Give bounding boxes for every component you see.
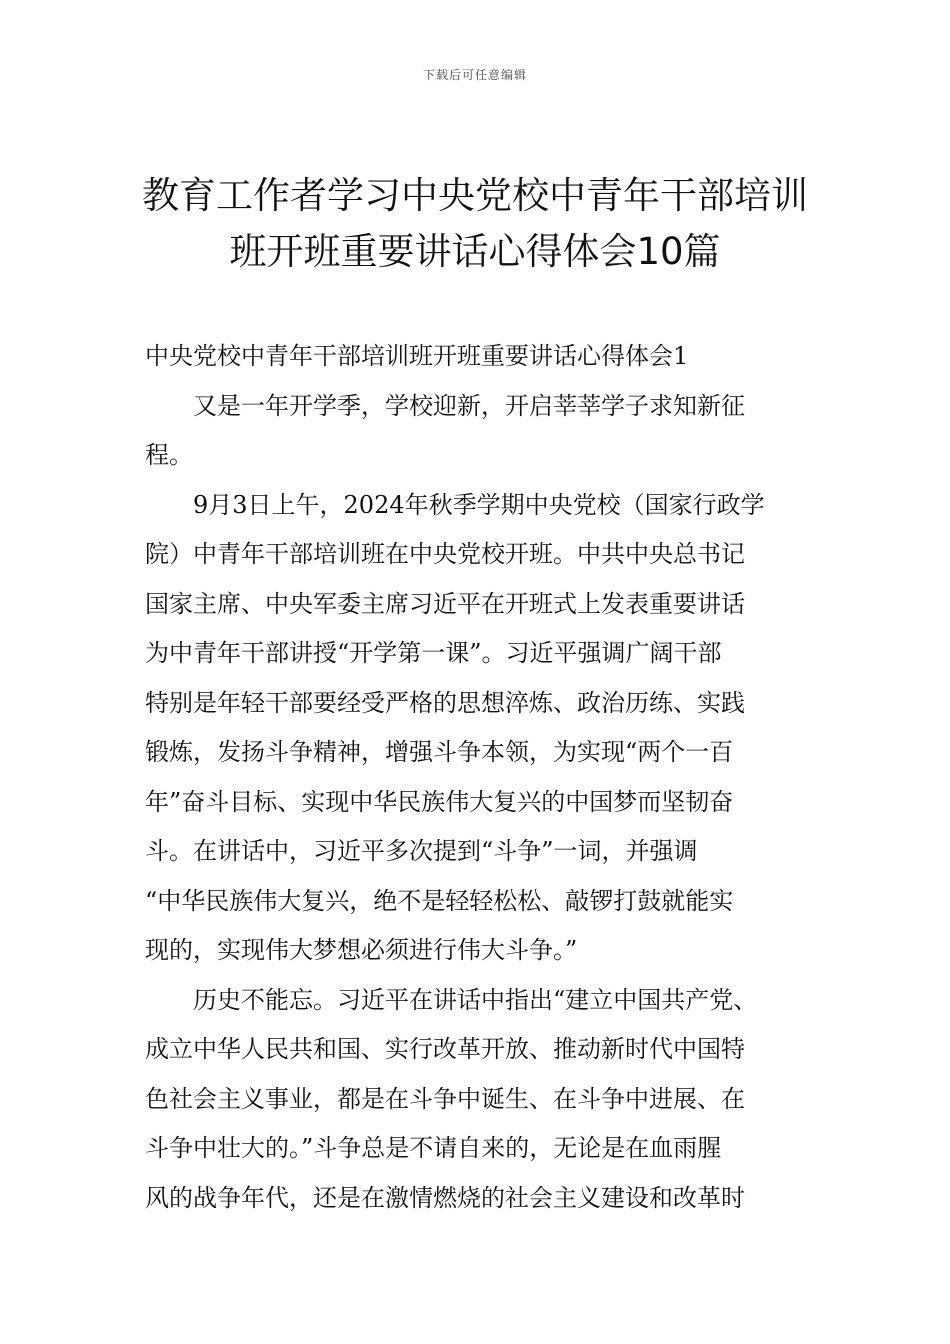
paragraph-line: 为中青年干部讲授“开学第一课”。习近平强调广阔干部 (145, 639, 722, 667)
paragraph-line: 特别是年轻干部要经受严格的思想淬炼、政治历练、实践 (145, 688, 745, 717)
paragraph-line: 现的，实现伟大梦想必须进行伟大斗争。” (145, 936, 578, 964)
paragraph-3 (145, 976, 815, 1224)
document-body (145, 332, 815, 1223)
paragraph-2 (145, 481, 815, 976)
header-note: 下载后可任意编辑 (422, 68, 527, 82)
paragraph-line: 成立中华人民共和国、实行改革开放、推动新时代中国特 (145, 1035, 745, 1063)
paragraph-line: “中华民族伟大复兴，绝不是轻轻松松、敲锣打鼓就能实 (145, 886, 734, 915)
paragraph-line: 锻炼，发扬斗争精神，增强斗争本领，为实现“两个一百 (145, 738, 734, 766)
paragraph-1 (145, 382, 815, 481)
paragraph-line: 历史不能忘。习近平在讲话中指出“建立中国共产党、 (193, 985, 758, 1014)
paragraph-line: 斗争中壮大的。”斗争总是不请自来的，无论是在血雨腥 (145, 1134, 722, 1162)
paragraph-line: 年”奋斗目标、实现中华民族伟大复兴的中国梦而坚韧奋 (145, 787, 734, 816)
paragraph-line: 斗。在讲话中，习近平多次提到“斗争”一词，并强调 (145, 837, 698, 865)
title-line-2: 班开班重要讲话心得体会10篇 (229, 230, 721, 273)
section-heading: 中央党校中青年干部培训班开班重要讲话心得体会1 (145, 342, 689, 370)
document-title (100, 168, 850, 280)
paragraph-line: 国家主席、中央军委主席习近平在开班式上发表重要讲话 (145, 589, 745, 618)
paragraph-line: 又是一年开学季，学校迎新，开启莘莘学子求知新征 (193, 391, 745, 420)
paragraph-line: 色社会主义事业，都是在斗争中诞生、在斗争中进展、在 (145, 1084, 745, 1113)
paragraph-line: 9月3日上午，2024年秋季学期中央党校（国家行政学 (193, 490, 765, 519)
paragraph-line: 院）中青年干部培训班在中央党校开班。中共中央总书记 (145, 540, 745, 568)
paragraph-line: 程。 (145, 441, 193, 469)
title-line-1: 教育工作者学习中央党校中青年干部培训 (142, 174, 808, 217)
paragraph-line: 风的战争年代，还是在激情燃烧的社会主义建设和改革时 (145, 1183, 745, 1212)
